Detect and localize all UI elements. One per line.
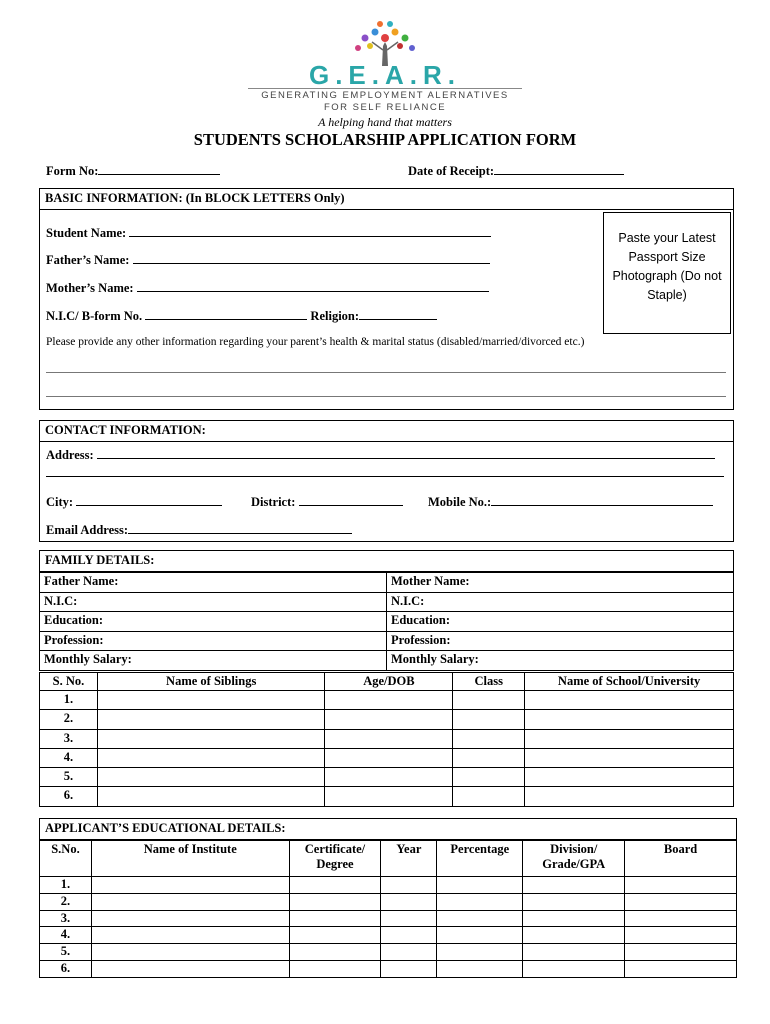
siblings-column-header: Age/DOB <box>325 673 453 691</box>
education-cell[interactable] <box>625 960 737 977</box>
sibling-row <box>40 710 734 729</box>
sibling-row <box>40 729 734 748</box>
contact-info-header: CONTACT INFORMATION: <box>39 420 734 442</box>
row-number: 4. <box>40 748 98 767</box>
education-cell[interactable] <box>289 893 381 910</box>
sibling-cell[interactable] <box>525 748 734 767</box>
siblings-column-header: S. No. <box>40 673 98 691</box>
sibling-cell[interactable] <box>325 787 453 806</box>
district-label: District: <box>251 495 296 509</box>
parent-info-line-1[interactable] <box>46 372 726 373</box>
parents-row <box>40 573 734 593</box>
education-cell[interactable] <box>381 910 437 927</box>
sibling-cell[interactable] <box>525 729 734 748</box>
sibling-cell[interactable] <box>97 710 325 729</box>
father-name-label: Father’s Name: <box>46 253 130 267</box>
education-cell[interactable] <box>289 910 381 927</box>
education-cell[interactable] <box>91 944 289 961</box>
email-label: Email Address: <box>46 523 129 537</box>
student-name-field[interactable] <box>46 224 491 241</box>
education-cell[interactable] <box>289 960 381 977</box>
sibling-cell[interactable] <box>97 729 325 748</box>
sibling-cell[interactable] <box>325 748 453 767</box>
row-number: 4. <box>40 927 92 944</box>
education-column-header: S.No. <box>40 841 92 877</box>
siblings-column-header: Name of Siblings <box>97 673 325 691</box>
address-line-2[interactable] <box>46 476 724 477</box>
education-column-header: Certificate/ Degree <box>289 841 381 877</box>
education-cell[interactable] <box>91 927 289 944</box>
parent-info-note: Please provide any other information regarding your parent’s health & marital status (disabled/married/divorced etc.) <box>46 336 585 348</box>
education-cell[interactable] <box>91 960 289 977</box>
logo-wordmark: G.E.A.R. <box>308 60 461 90</box>
education-column-header: Division/ Grade/GPA <box>523 841 625 877</box>
nic-field[interactable] <box>46 307 437 324</box>
logo <box>240 18 530 129</box>
education-row <box>40 960 737 977</box>
education-cell[interactable] <box>381 927 437 944</box>
mobile-label: Mobile No.: <box>428 495 492 509</box>
education-cell[interactable] <box>437 893 523 910</box>
form-no-field[interactable] <box>46 162 220 179</box>
education-row <box>40 893 737 910</box>
sibling-cell[interactable] <box>525 768 734 787</box>
education-cell[interactable] <box>289 927 381 944</box>
sibling-row <box>40 748 734 767</box>
date-of-receipt-label: Date of Receipt: <box>408 164 495 178</box>
education-cell[interactable] <box>625 877 737 894</box>
education-column-header: Board <box>625 841 737 877</box>
sibling-cell[interactable] <box>525 691 734 710</box>
father-field-cell[interactable]: Education: <box>40 612 387 632</box>
education-column-header: Year <box>381 841 437 877</box>
education-cell[interactable] <box>625 893 737 910</box>
city-label: City: <box>46 495 74 509</box>
form-no-label: Form No: <box>46 164 99 178</box>
sibling-cell[interactable] <box>453 729 525 748</box>
sibling-cell[interactable] <box>97 787 325 806</box>
education-cell[interactable] <box>437 910 523 927</box>
education-cell[interactable] <box>381 944 437 961</box>
parent-info-line-2[interactable] <box>46 396 726 397</box>
row-number: 3. <box>40 910 92 927</box>
education-header: APPLICANT’S EDUCATIONAL DETAILS: <box>39 818 737 840</box>
education-cell[interactable] <box>91 877 289 894</box>
row-number: 6. <box>40 960 92 977</box>
sibling-cell[interactable] <box>453 710 525 729</box>
row-number: 2. <box>40 893 92 910</box>
education-row <box>40 927 737 944</box>
sibling-cell[interactable] <box>325 768 453 787</box>
address-label: Address: <box>46 448 94 462</box>
logo-line1: GENERATING EMPLOYMENT ALERNATIVES <box>261 90 509 101</box>
education-cell[interactable] <box>289 944 381 961</box>
photo-box[interactable] <box>603 212 731 334</box>
education-cell[interactable] <box>381 893 437 910</box>
mother-field-cell[interactable]: N.I.C: <box>387 592 734 612</box>
page-title: STUDENTS SCHOLARSHIP APPLICATION FORM <box>193 130 577 149</box>
row-number: 3. <box>40 729 98 748</box>
parents-row <box>40 651 734 671</box>
father-field-cell[interactable]: Profession: <box>40 631 387 651</box>
mother-field-cell[interactable]: Monthly Salary: <box>387 651 734 671</box>
education-table <box>39 840 737 978</box>
education-cell[interactable] <box>625 910 737 927</box>
mother-name-label: Mother’s Name: <box>46 281 134 295</box>
sibling-cell[interactable] <box>97 691 325 710</box>
row-number: 1. <box>40 877 92 894</box>
father-field-cell[interactable]: N.I.C: <box>40 592 387 612</box>
parents-table <box>39 572 734 671</box>
logo-tagline: A helping hand that matters <box>318 115 452 129</box>
row-number: 5. <box>40 768 98 787</box>
sibling-cell[interactable] <box>525 710 734 729</box>
education-row <box>40 910 737 927</box>
father-field-cell[interactable]: Monthly Salary: <box>40 651 387 671</box>
family-details-header: FAMILY DETAILS: <box>39 550 734 572</box>
siblings-column-header: Name of School/University <box>525 673 734 691</box>
student-name-label: Student Name: <box>46 226 127 240</box>
education-cell[interactable] <box>523 927 625 944</box>
education-cell[interactable] <box>625 927 737 944</box>
parents-row <box>40 631 734 651</box>
row-number: 6. <box>40 787 98 806</box>
sibling-row <box>40 787 734 806</box>
religion-label: Religion: <box>310 309 360 323</box>
education-cell[interactable] <box>523 944 625 961</box>
education-cell[interactable] <box>437 927 523 944</box>
father-name-field[interactable] <box>46 251 490 268</box>
education-cell[interactable] <box>381 960 437 977</box>
city-field[interactable] <box>46 493 222 510</box>
parents-row <box>40 592 734 612</box>
parents-row <box>40 612 734 632</box>
tree-logo-icon <box>340 18 430 66</box>
mother-name-field[interactable] <box>46 279 489 296</box>
education-cell[interactable] <box>437 944 523 961</box>
mother-field-cell[interactable]: Mother Name: <box>387 573 734 593</box>
education-cell[interactable] <box>523 877 625 894</box>
education-cell[interactable] <box>523 960 625 977</box>
sibling-cell[interactable] <box>453 748 525 767</box>
row-number: 1. <box>40 691 98 710</box>
education-cell[interactable] <box>437 877 523 894</box>
sibling-cell[interactable] <box>325 710 453 729</box>
mother-field-cell[interactable]: Profession: <box>387 631 734 651</box>
sibling-row <box>40 691 734 710</box>
education-cell[interactable] <box>523 893 625 910</box>
father-field-cell[interactable]: Father Name: <box>40 573 387 593</box>
siblings-table <box>39 672 734 807</box>
mobile-field[interactable] <box>428 493 713 510</box>
email-field[interactable] <box>46 521 352 538</box>
sibling-cell[interactable] <box>325 691 453 710</box>
sibling-cell[interactable] <box>453 787 525 806</box>
district-field[interactable] <box>251 493 403 510</box>
education-cell[interactable] <box>289 877 381 894</box>
sibling-cell[interactable] <box>97 768 325 787</box>
sibling-row <box>40 768 734 787</box>
sibling-cell[interactable] <box>525 787 734 806</box>
basic-info-header: BASIC INFORMATION: (In BLOCK LETTERS Only) <box>39 188 734 210</box>
education-cell[interactable] <box>523 910 625 927</box>
sibling-cell[interactable] <box>325 729 453 748</box>
sibling-cell[interactable] <box>453 768 525 787</box>
education-cell[interactable] <box>91 910 289 927</box>
siblings-column-header: Class <box>453 673 525 691</box>
date-of-receipt-field[interactable] <box>408 162 624 179</box>
row-number: 5. <box>40 944 92 961</box>
education-row <box>40 944 737 961</box>
logo-line2: FOR SELF RELIANCE <box>323 102 447 113</box>
education-column-header: Percentage <box>437 841 523 877</box>
education-row <box>40 877 737 894</box>
education-column-header: Name of Institute <box>91 841 289 877</box>
mother-field-cell[interactable]: Education: <box>387 612 734 632</box>
address-field[interactable] <box>46 446 715 463</box>
photo-instructions: Paste your Latest Passport Size Photograph (Do not Staple) <box>612 231 722 302</box>
education-cell[interactable] <box>625 944 737 961</box>
education-cell[interactable] <box>381 877 437 894</box>
nic-label: N.I.C/ B-form No. <box>46 309 143 323</box>
education-cell[interactable] <box>437 960 523 977</box>
education-cell[interactable] <box>91 893 289 910</box>
sibling-cell[interactable] <box>453 691 525 710</box>
row-number: 2. <box>40 710 98 729</box>
sibling-cell[interactable] <box>97 748 325 767</box>
